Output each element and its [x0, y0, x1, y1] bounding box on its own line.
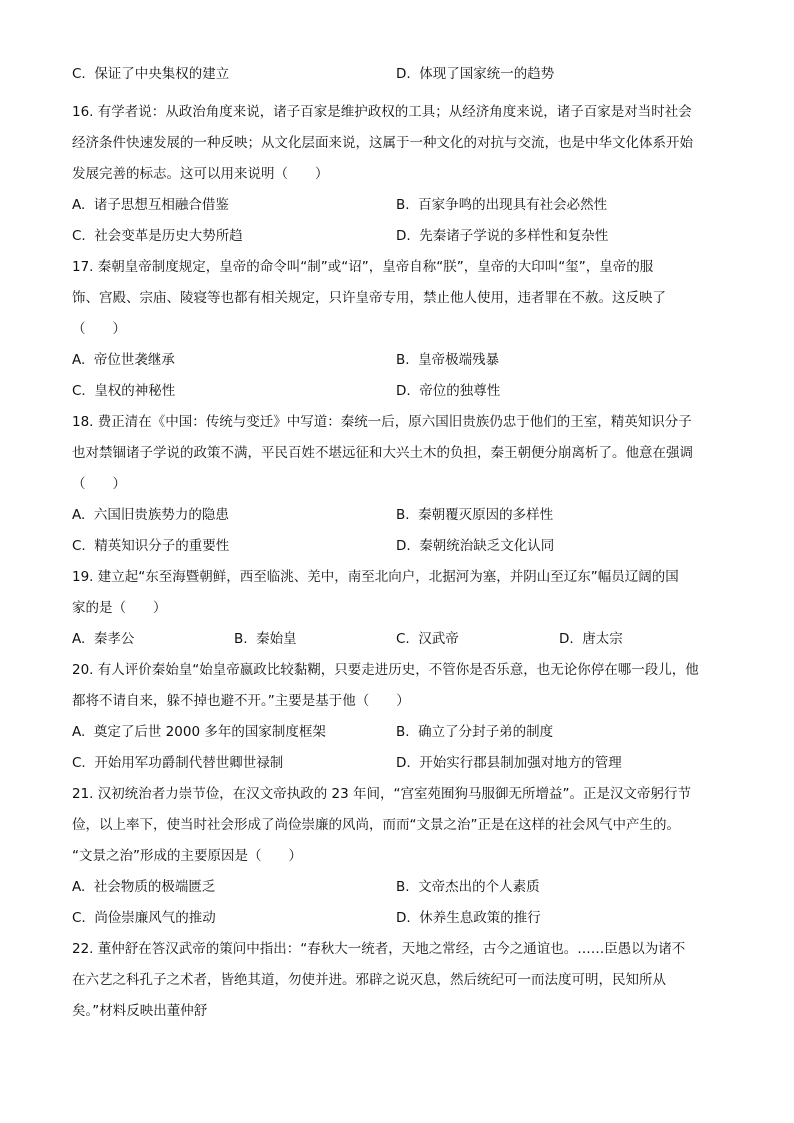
question-21 — [72, 779, 722, 934]
option-c[interactable]: C. 尚俭崇廉风气的推动 — [72, 910, 216, 926]
question-22 — [72, 934, 722, 1027]
option-b[interactable]: B. 皇帝极端残暴 — [396, 352, 500, 368]
option-b[interactable]: B. 百家争鸣的出现具有社会必然性 — [396, 197, 608, 213]
option-row — [72, 872, 722, 903]
option-c[interactable]: C. 皇权的神秘性 — [72, 383, 176, 399]
question-stem-line: 17. 秦朝皇帝制度规定，皇帝的命令叫“制”或“诏”，皇帝自称“朕”，皇帝的大印叫“玺”，皇帝的服 — [72, 259, 654, 275]
question-stem-line: “文景之治”形成的主要原因是（ ） — [72, 848, 302, 864]
question-stem-line: 家的是（ ） — [72, 600, 167, 616]
option-b[interactable]: B. 秦朝覆灭原因的多样性 — [396, 507, 554, 523]
option-row — [72, 59, 722, 90]
question-18 — [72, 407, 722, 562]
option-a[interactable]: A. 社会物质的极端匮乏 — [72, 879, 216, 895]
option-c[interactable]: C. 汉武帝 — [396, 631, 459, 647]
option-a[interactable]: A. 奠定了后世 2000 多年的国家制度框架 — [72, 724, 326, 740]
question-stem-line: 矣。”材料反映出董仲舒 — [72, 1003, 208, 1019]
option-c[interactable]: C. 精英知识分子的重要性 — [72, 538, 230, 554]
question-17 — [72, 252, 722, 407]
option-a[interactable]: A. 秦孝公 — [72, 631, 135, 647]
option-d[interactable]: D. 休养生息政策的推行 — [396, 910, 541, 926]
option-b[interactable]: B. 确立了分封子弟的制度 — [396, 724, 554, 740]
option-d[interactable]: D. 开始实行郡县制加强对地方的管理 — [396, 755, 622, 771]
option-row — [72, 190, 722, 221]
question-stem-line: 在六艺之科孔子之术者，皆绝其道，勿使并进。邪辟之说灭息，然后统纪可一而法度可明，民知所从 — [72, 972, 666, 988]
question-stem-line: 21. 汉初统治者力崇节俭，在汉文帝执政的 23 年间，“宫室苑囿狗马服御无所增益”。正是汉文帝躬行节 — [72, 786, 692, 802]
question-stem-line: （ ） — [72, 321, 126, 337]
question-stem-line: 19. 建立起“东至海暨朝鲜，西至临洮、羌中，南至北向户，北据河为塞，并阴山至辽东”幅员辽阔的国 — [72, 569, 679, 585]
question-stem-line: 16. 有学者说：从政治角度来说，诸子百家是维护政权的工具；从经济角度来说，诸子百家是对当时社会 — [72, 104, 692, 120]
option-d[interactable]: D. 体现了国家统一的趋势 — [396, 66, 555, 82]
option-d[interactable]: D. 秦朝统治缺乏文化认同 — [396, 538, 555, 554]
question-16 — [72, 97, 722, 252]
option-c[interactable]: C. 开始用军功爵制代替世卿世禄制 — [72, 755, 284, 771]
question-stem-line: 都将不请自来，躲不掉也避不开。”主要是基于他（ ） — [72, 693, 410, 709]
option-b[interactable]: B. 文帝杰出的个人素质 — [396, 879, 540, 895]
option-a[interactable]: A. 诸子思想互相融合借鉴 — [72, 197, 229, 213]
question-19 — [72, 562, 722, 655]
option-d[interactable]: D. 帝位的独尊性 — [396, 383, 501, 399]
question-stem-line: 饰、宫殿、宗庙、陵寝等也都有相关规定，只许皇帝专用，禁止他人使用，违者罪在不赦。这反映了 — [72, 290, 666, 306]
question-stem-line: 18. 费正清在《中国：传统与变迁》中写道：秦统一后，原六国旧贵族仍忠于他们的王室，精英知识分子 — [72, 414, 692, 430]
option-row — [72, 624, 722, 655]
option-c[interactable]: C. 社会变革是历史大势所趋 — [72, 228, 243, 244]
option-row — [72, 221, 722, 252]
option-d[interactable]: D. 唐太宗 — [559, 631, 623, 647]
option-row — [72, 717, 722, 748]
question-stem-line: 发展完善的标志。这可以用来说明（ ） — [72, 166, 329, 182]
option-a[interactable]: A. 帝位世袭继承 — [72, 352, 175, 368]
question-stem-line: 也对禁锢诸子学说的政策不满，平民百姓不堪远征和大兴土木的负担，秦王朝便分崩离析了。他意在强调 — [72, 445, 693, 461]
question-stem-line: 20. 有人评价秦始皇“始皇帝嬴政比较黏糊，只要走进历史，不管你是否乐意，也无论你停在哪一段儿，他 — [72, 662, 699, 678]
option-row — [72, 531, 722, 562]
option-a[interactable]: A. 六国旧贵族势力的隐患 — [72, 507, 229, 523]
question-stem-line: 22. 董仲舒在答汉武帝的策问中指出：“春秋大一统者，天地之常经，古今之通谊也。……臣愚以为诸不 — [72, 941, 686, 957]
question-15 — [72, 59, 722, 90]
option-row — [72, 345, 722, 376]
option-c[interactable]: C. 保证了中央集权的建立 — [72, 66, 230, 82]
option-row — [72, 903, 722, 934]
option-row — [72, 748, 722, 779]
question-stem-line: 经济条件快速发展的一种反映；从文化层面来说，这属于一种文化的对抗与交流，也是中华文化体系开始 — [72, 135, 693, 151]
question-stem-line: 俭，以上率下，使当时社会形成了尚俭崇廉的风尚，而而“文景之治”正是在这样的社会风气中产生的。 — [72, 817, 680, 833]
option-row — [72, 500, 722, 531]
option-b[interactable]: B. 秦始皇 — [234, 631, 297, 647]
question-20 — [72, 655, 722, 779]
option-row — [72, 376, 722, 407]
option-d[interactable]: D. 先秦诸子学说的多样性和复杂性 — [396, 228, 609, 244]
question-stem-line: （ ） — [72, 476, 126, 492]
